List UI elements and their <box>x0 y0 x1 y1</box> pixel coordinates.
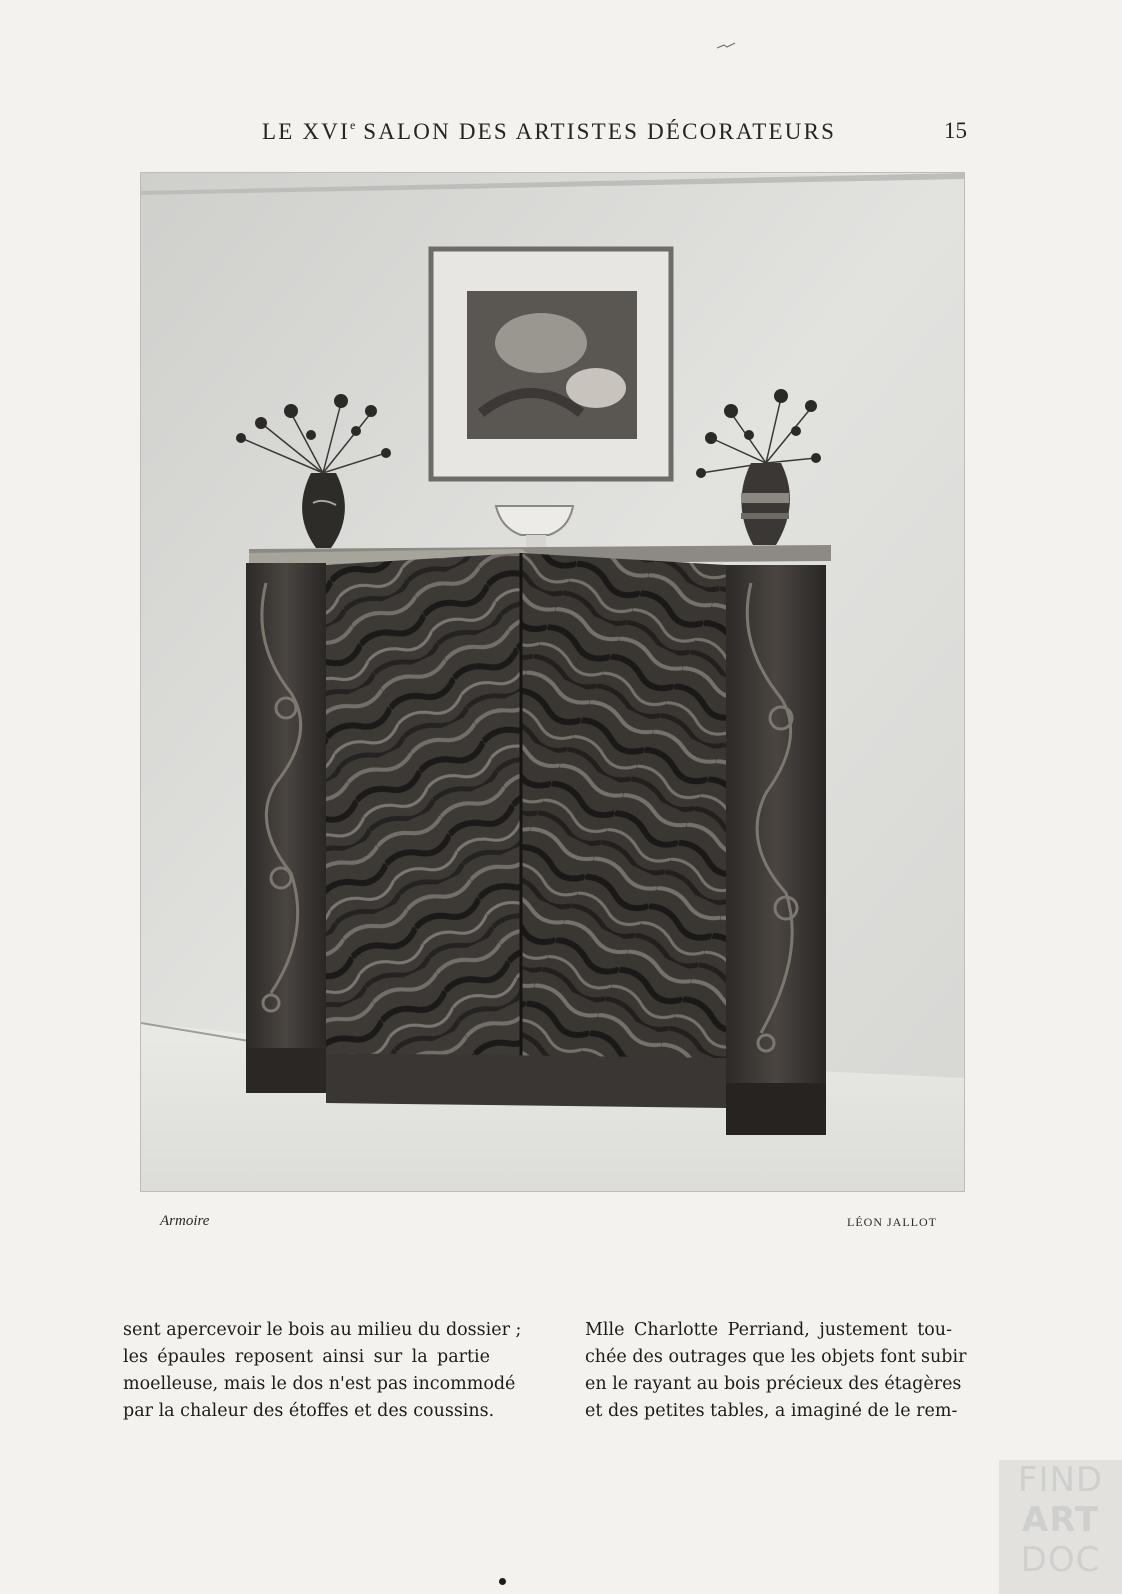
text-line: en le rayant au bois précieux des étagères <box>585 1374 962 1394</box>
text-column-left <box>123 1317 522 1425</box>
findartdoc-watermark: FIND ART DOC <box>999 1460 1122 1594</box>
plate-caption-title: Armoire <box>160 1213 210 1229</box>
text-line: Mlle Charlotte Perriand, justement tou- <box>585 1320 952 1340</box>
stray-ink-mark <box>716 42 736 50</box>
text-line: chée des outrages que les objets font subir <box>585 1347 967 1367</box>
text-line: moelleuse, mais le dos n'est pas incommodé <box>123 1374 516 1394</box>
page-number: 15 <box>944 118 967 143</box>
running-title: LE XVIe SALON DES ARTISTES DÉCORATEURS <box>262 118 837 144</box>
running-header <box>0 118 1122 152</box>
text-column-right <box>585 1317 967 1425</box>
text-line: par la chaleur des étoffes et des coussins. <box>123 1401 495 1421</box>
text-line: et des petites tables, a imaginé de le rem- <box>585 1401 958 1421</box>
text-line: sent apercevoir le bois au milieu du dossier ; <box>123 1320 522 1340</box>
photograph-armoire <box>140 172 965 1192</box>
folio-dot <box>499 1578 506 1585</box>
text-line: les épaules reposent ainsi sur la partie <box>123 1347 490 1367</box>
plate-caption-artist: LÉON JALLOT <box>847 1215 937 1229</box>
